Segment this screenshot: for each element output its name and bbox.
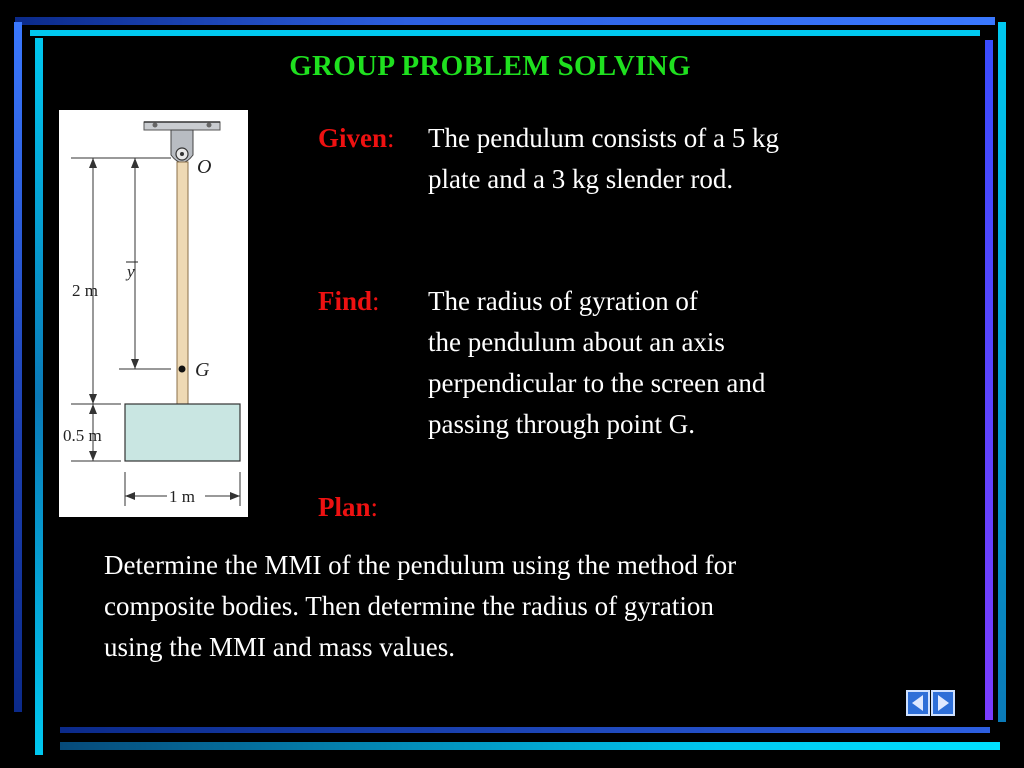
plan-line-3: using the MMI and mass values. — [104, 632, 455, 662]
given-line-1: The pendulum consists of a 5 kg — [428, 123, 779, 153]
frame-bottom-bar — [60, 727, 990, 733]
plan-label: Plan: — [318, 492, 379, 522]
label-center-g: G — [195, 359, 210, 381]
find-line-3: perpendicular to the screen and — [428, 368, 766, 398]
find-line-2: the pendulum about an axis — [428, 327, 725, 357]
pendulum-figure — [59, 110, 248, 517]
given-label: Given: — [318, 123, 395, 153]
find-label: Find: — [318, 286, 380, 316]
find-line-1: The radius of gyration of — [428, 286, 698, 316]
plate — [125, 404, 240, 461]
pendulum-diagram — [59, 110, 248, 517]
triangle-left-icon — [908, 692, 928, 714]
label-ybar: y — [127, 262, 135, 281]
frame-bottom-cyan-bar — [60, 742, 1000, 750]
frame-top-bar — [15, 17, 995, 25]
slide-title: GROUP PROBLEM SOLVING — [289, 50, 691, 82]
find-line-4: passing through point G. — [428, 409, 695, 439]
frame-right-bar — [998, 22, 1006, 722]
frame-right-purple-bar — [985, 40, 993, 720]
plan-line-1: Determine the MMI of the pendulum using the method for — [104, 550, 737, 580]
center-of-mass-point — [179, 366, 186, 373]
given-line-2: plate and a 3 kg slender rod. — [428, 164, 734, 194]
frame-top-cyan-bar — [30, 30, 980, 36]
label-plate-height: 0.5 m — [63, 426, 102, 445]
label-plate-width: 1 m — [169, 487, 195, 506]
label-length-total: 2 m — [72, 281, 98, 300]
prev-slide-button[interactable] — [906, 690, 930, 716]
plan-text — [104, 545, 924, 668]
label-pivot-o: O — [197, 156, 212, 178]
next-slide-button[interactable] — [931, 690, 955, 716]
frame-left-cyan-bar — [35, 38, 43, 755]
frame-left-bar — [14, 22, 22, 712]
plan-line-2: composite bodies. Then determine the radius of gyration — [104, 591, 714, 621]
triangle-right-icon — [933, 692, 953, 714]
